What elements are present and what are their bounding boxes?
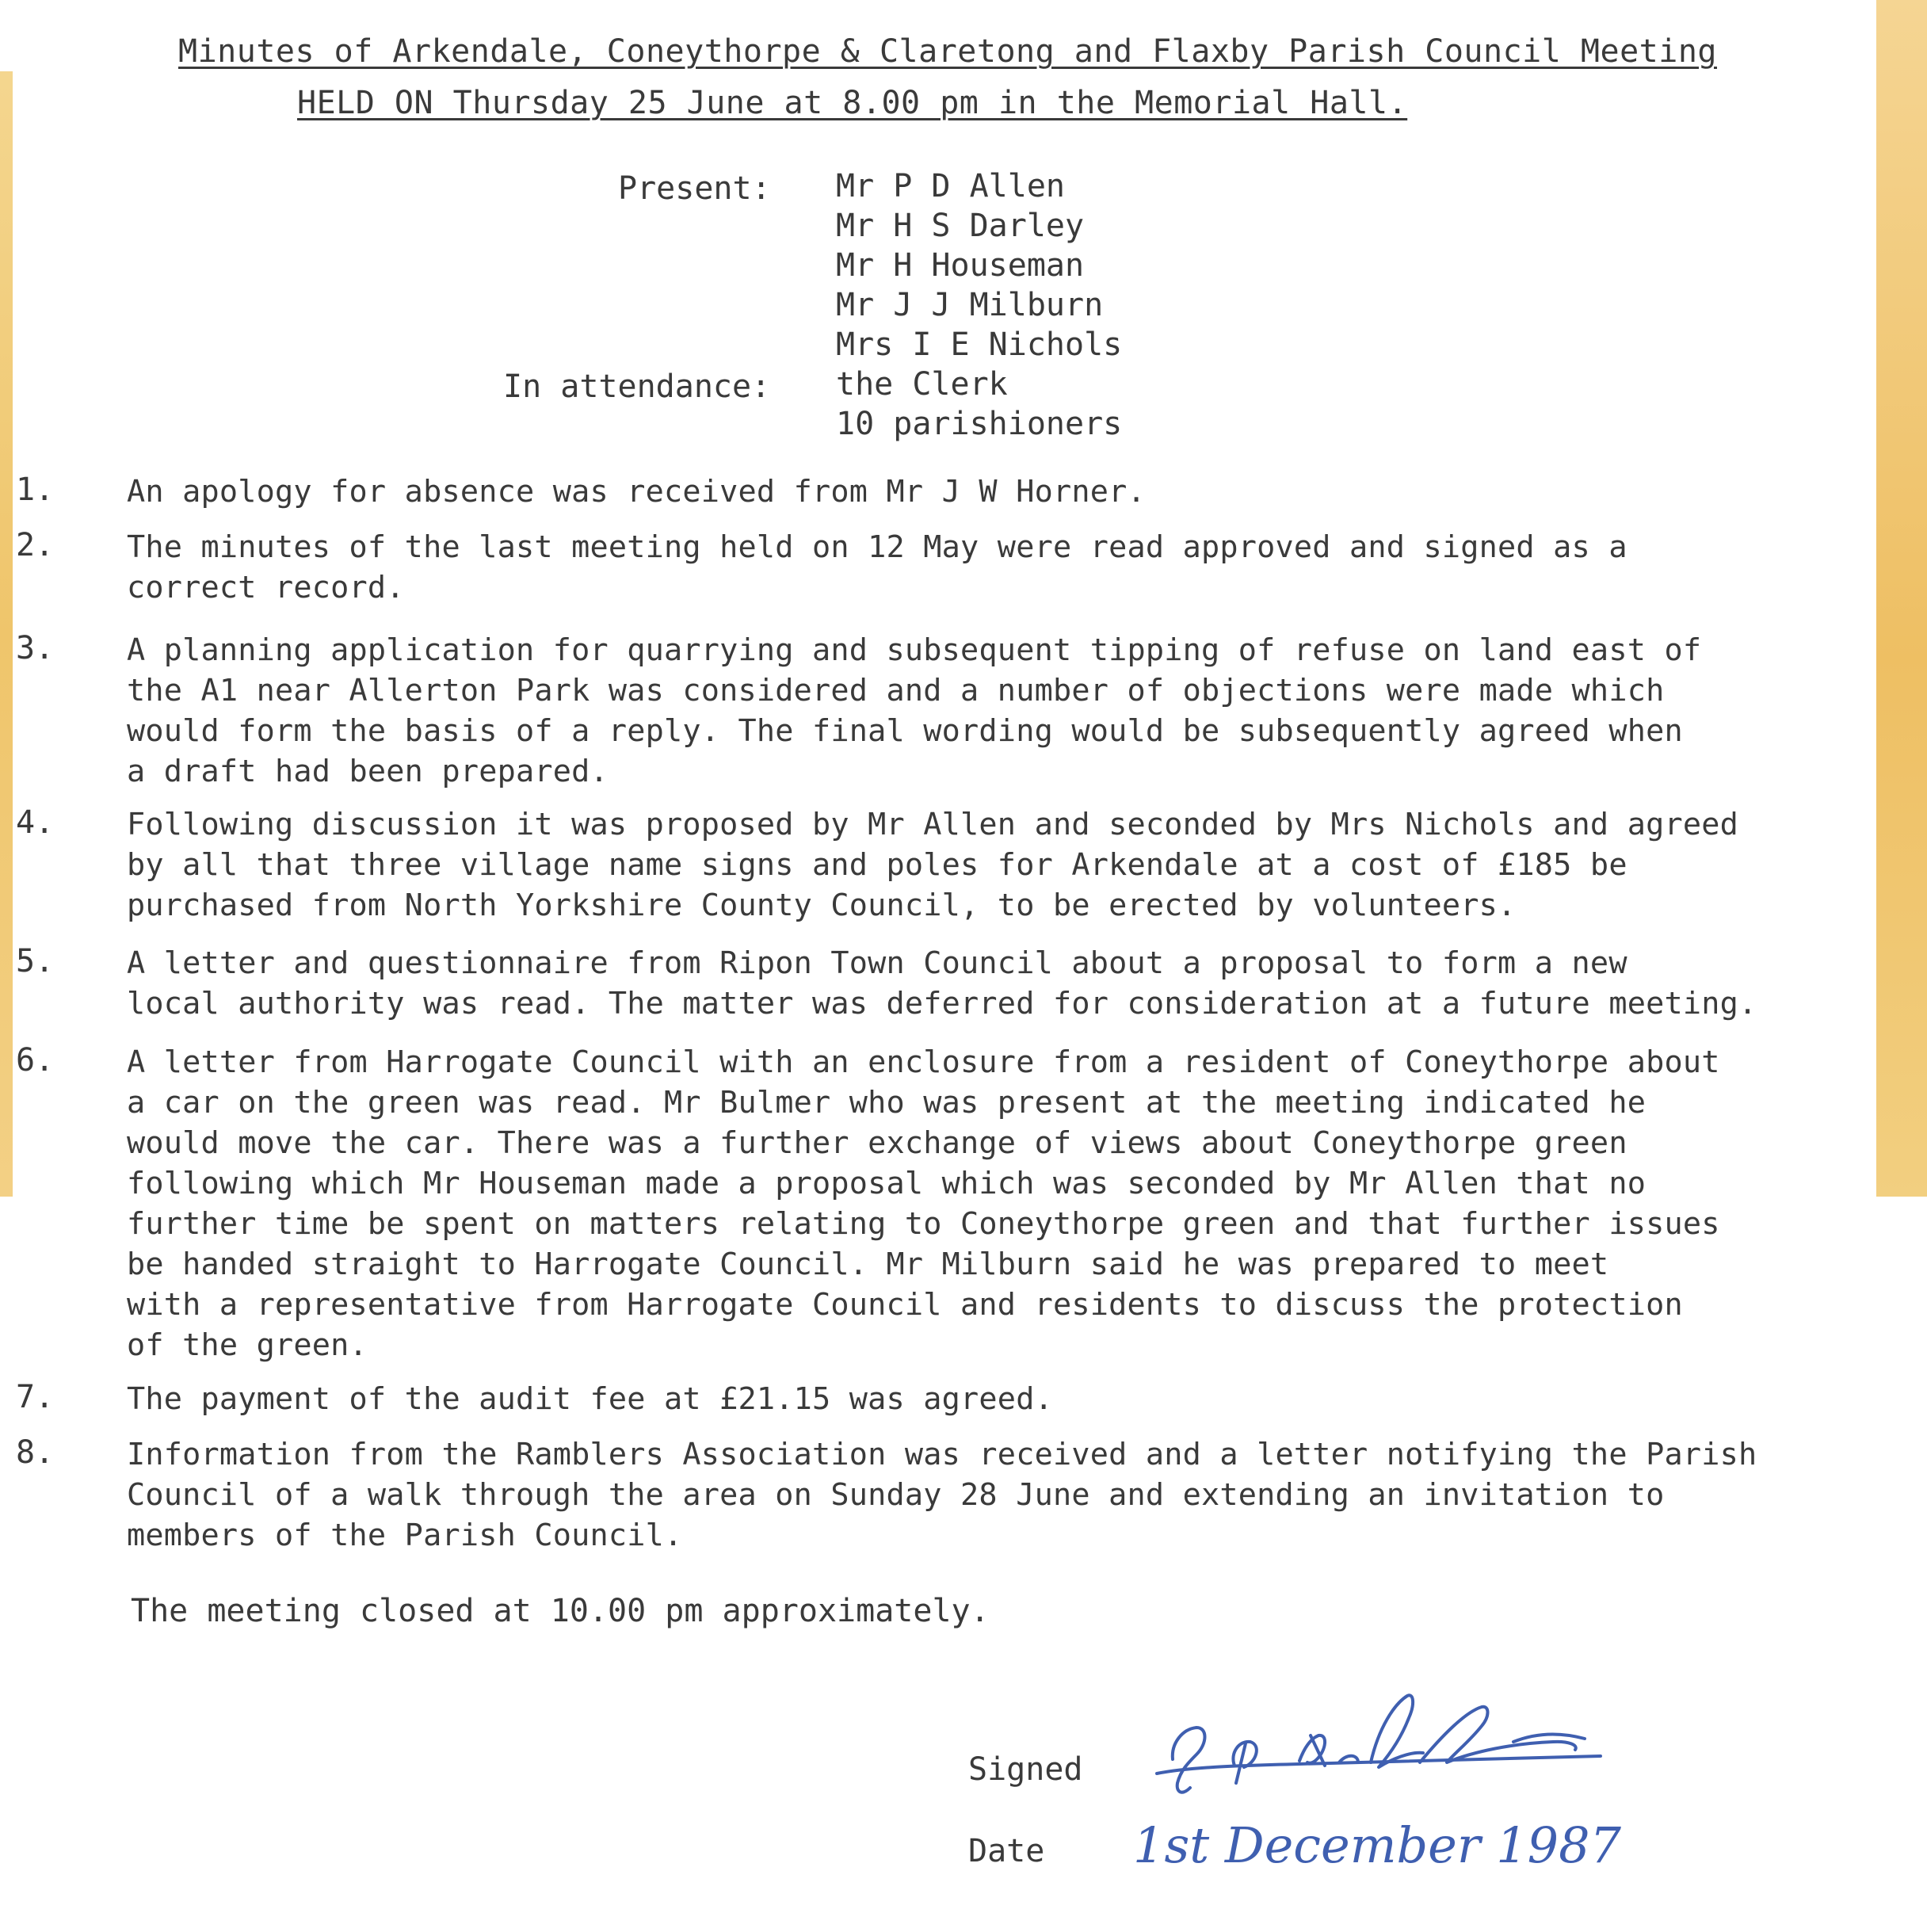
attendee: Mr P D Allen <box>836 168 1065 204</box>
attendee: Mr H S Darley <box>836 208 1085 244</box>
item-number: 1. <box>16 472 55 508</box>
item-number: 4. <box>16 804 55 841</box>
in-attendance: the Clerk <box>836 366 1008 403</box>
in-attendance: 10 parishioners <box>836 406 1123 442</box>
item-text: Following discussion it was proposed by Mr Allen and seconded by Mrs Nichols and agreed by all that three village name signs and poles for Arkendale at a cost of £185 be purchased from North Yorkshire County Council, to be erected by volunteers. <box>127 807 1738 923</box>
item-text: The payment of the audit fee at £21.15 was agreed. <box>127 1381 1053 1417</box>
attendee: Mr H Houseman <box>836 247 1085 284</box>
handwritten-date <box>1133 1807 1688 1902</box>
item-number: 3. <box>16 630 55 666</box>
svg-text:1st December 1987: 1st December 1987 <box>1133 1816 1622 1874</box>
present-label: Present: <box>618 170 771 207</box>
attendee: Mr J J Milburn <box>836 287 1104 323</box>
date-label: Date <box>968 1833 1045 1869</box>
attendee: Mrs I E Nichols <box>836 326 1123 363</box>
item-number: 2. <box>16 527 55 563</box>
signed-label: Signed <box>968 1751 1083 1788</box>
in-attendance-label: In attendance: <box>503 368 771 405</box>
item-number: 7. <box>16 1379 55 1415</box>
item-text: An apology for absence was received from Mr J W Horner. <box>127 474 1146 510</box>
handwritten-signature <box>1141 1680 1648 1807</box>
meeting-details: HELD ON Thursday 25 June at 8.00 pm in the Memorial Hall. <box>297 85 1408 121</box>
item-text: A letter from Harrogate Council with an enclosure from a resident of Coneythorpe about a car on the green was read. Mr Bulmer who was present at the meeting indicated he would move the car. There was a further exchange of views about Coneythorpe green following which Mr Houseman made a proposal which was seconded by Mr Allen that no further time be spent on matters relating to Coneythorpe green and that further issues be handed straight to Harrogate Council. Mr Milburn said he was prepared to meet with a representative from Harrogate Council and residents to discuss the protection of the green. <box>127 1044 1720 1363</box>
item-text: A planning application for quarrying and subsequent tipping of refuse on land east of the A1 near Allerton Park was considered and a number of objections were made which would form the basis of a reply. The final wording would be subsequently agreed when a draft had been prepared. <box>127 632 1702 789</box>
item-text: The minutes of the last meeting held on 12 May were read approved and signed as a correct record. <box>127 529 1627 605</box>
document-title: Minutes of Arkendale, Coneythorpe & Claretong and Flaxby Parish Council Meeting <box>178 33 1717 70</box>
item-text: Information from the Ramblers Association was received and a letter notifying the Parish Council of a walk through the area on Sunday 28 June and extending an invitation to members of the Parish Council. <box>127 1437 1757 1553</box>
item-number: 5. <box>16 943 55 979</box>
item-number: 6. <box>16 1042 55 1079</box>
item-number: 8. <box>16 1434 55 1471</box>
closing-statement: The meeting closed at 10.00 pm approximately. <box>131 1593 990 1629</box>
attendance-list <box>836 166 1122 444</box>
item-text: A letter and questionnaire from Ripon Town Council about a proposal to form a new local authority was read. The matter was deferred for consideration at a future meeting. <box>127 945 1757 1021</box>
